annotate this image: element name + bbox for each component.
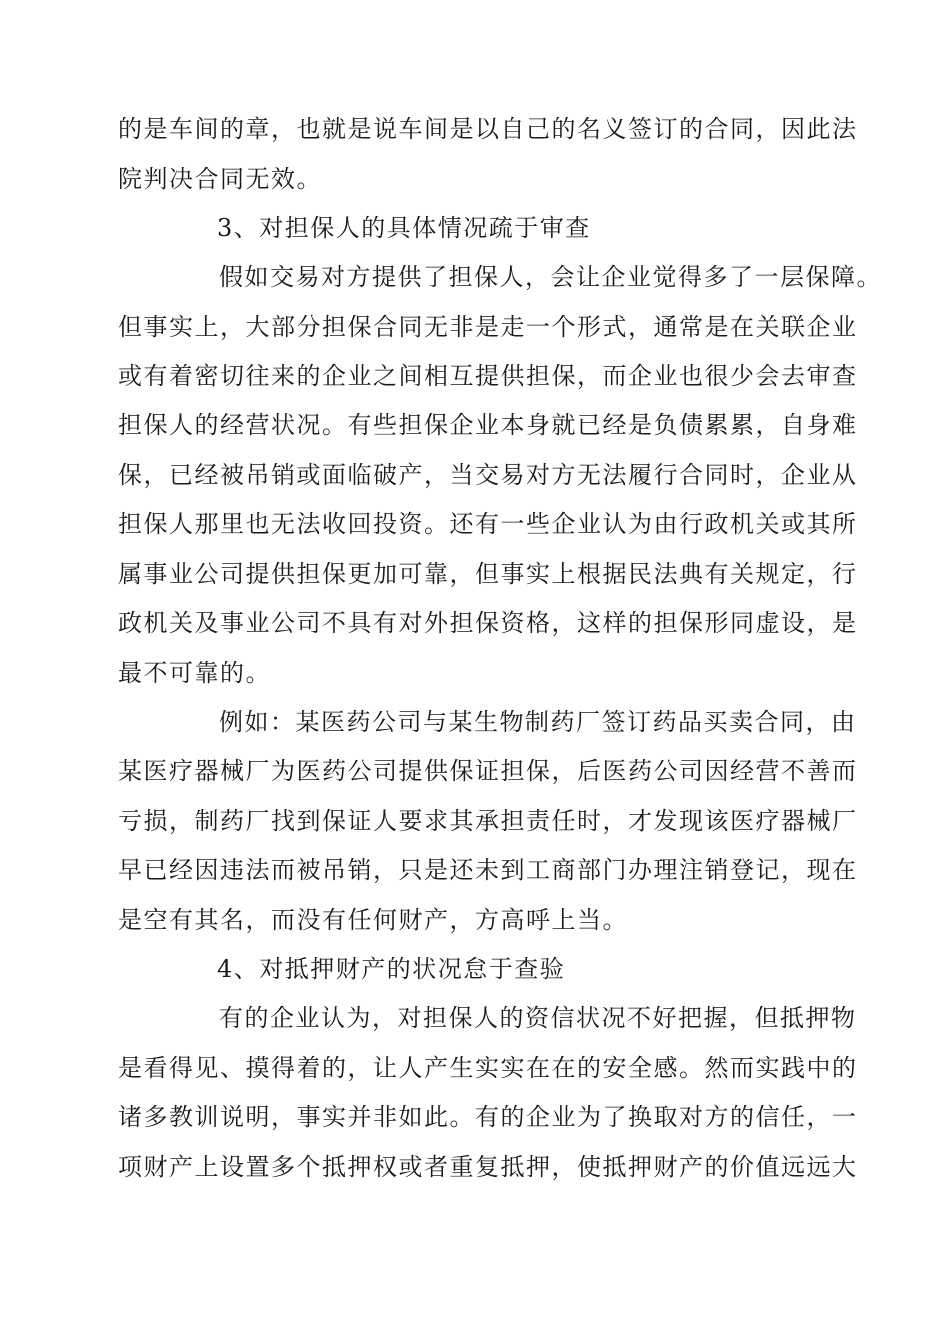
text-line: 担保人那里也无法收回投资。还有一些企业认为由行政机关或其所 <box>118 510 858 538</box>
text-line: 诸多教训说明，事实并非如此。有的企业为了换取对方的信任，一 <box>118 1103 858 1131</box>
text-line: 是看得见、摸得着的，让人产生实实在在的安全感。然而实践中的 <box>118 1054 858 1082</box>
text-line: 属事业公司提供担保更加可靠，但事实上根据民法典有关规定，行 <box>118 560 858 588</box>
text-line: 项财产上设置多个抵押权或者重复抵押，使抵押财产的价值远远大 <box>118 1153 858 1181</box>
text-line: 例如：某医药公司与某生物制药厂签订药品买卖合同，由 <box>219 708 857 736</box>
section-heading-3: 3、对担保人的具体情况疏于审查 <box>217 214 591 242</box>
text-line: 亏损，制药厂找到保证人要求其承担责任时，才发现该医疗器械厂 <box>118 807 858 835</box>
text-line: 假如交易对方提供了担保人，会让企业觉得多了一层保障。 <box>219 263 882 291</box>
text-line: 是空有其名，而没有任何财产，方高呼上当。 <box>118 906 628 934</box>
text-line: 某医疗器械厂为医药公司提供保证担保，后医药公司因经营不善而 <box>118 757 858 785</box>
text-line: 但事实上，大部分担保合同无非是走一个形式，通常是在关联企业 <box>118 313 858 341</box>
text-line: 最不可靠的。 <box>118 659 271 687</box>
text-line: 的是车间的章，也就是说车间是以自己的名义签订的合同，因此法 <box>118 115 858 143</box>
text-line: 保，已经被吊销或面临破产，当交易对方无法履行合同时，企业从 <box>118 461 858 489</box>
text-line: 早已经因违法而被吊销，只是还未到工商部门办理注销登记，现在 <box>118 856 858 884</box>
text-line: 院判决合同无效。 <box>118 165 322 193</box>
text-line: 担保人的经营状况。有些担保企业本身就已经是负债累累，自身难 <box>118 411 858 439</box>
text-line: 或有着密切往来的企业之间相互提供担保，而企业也很少会去审查 <box>118 362 858 390</box>
text-line: 有的企业认为，对担保人的资信状况不好把握，但抵押物 <box>219 1004 857 1032</box>
text-line: 政机关及事业公司不具有对外担保资格，这样的担保形同虚设，是 <box>118 609 858 637</box>
section-heading-4: 4、对抵押财产的状况怠于查验 <box>217 955 566 983</box>
